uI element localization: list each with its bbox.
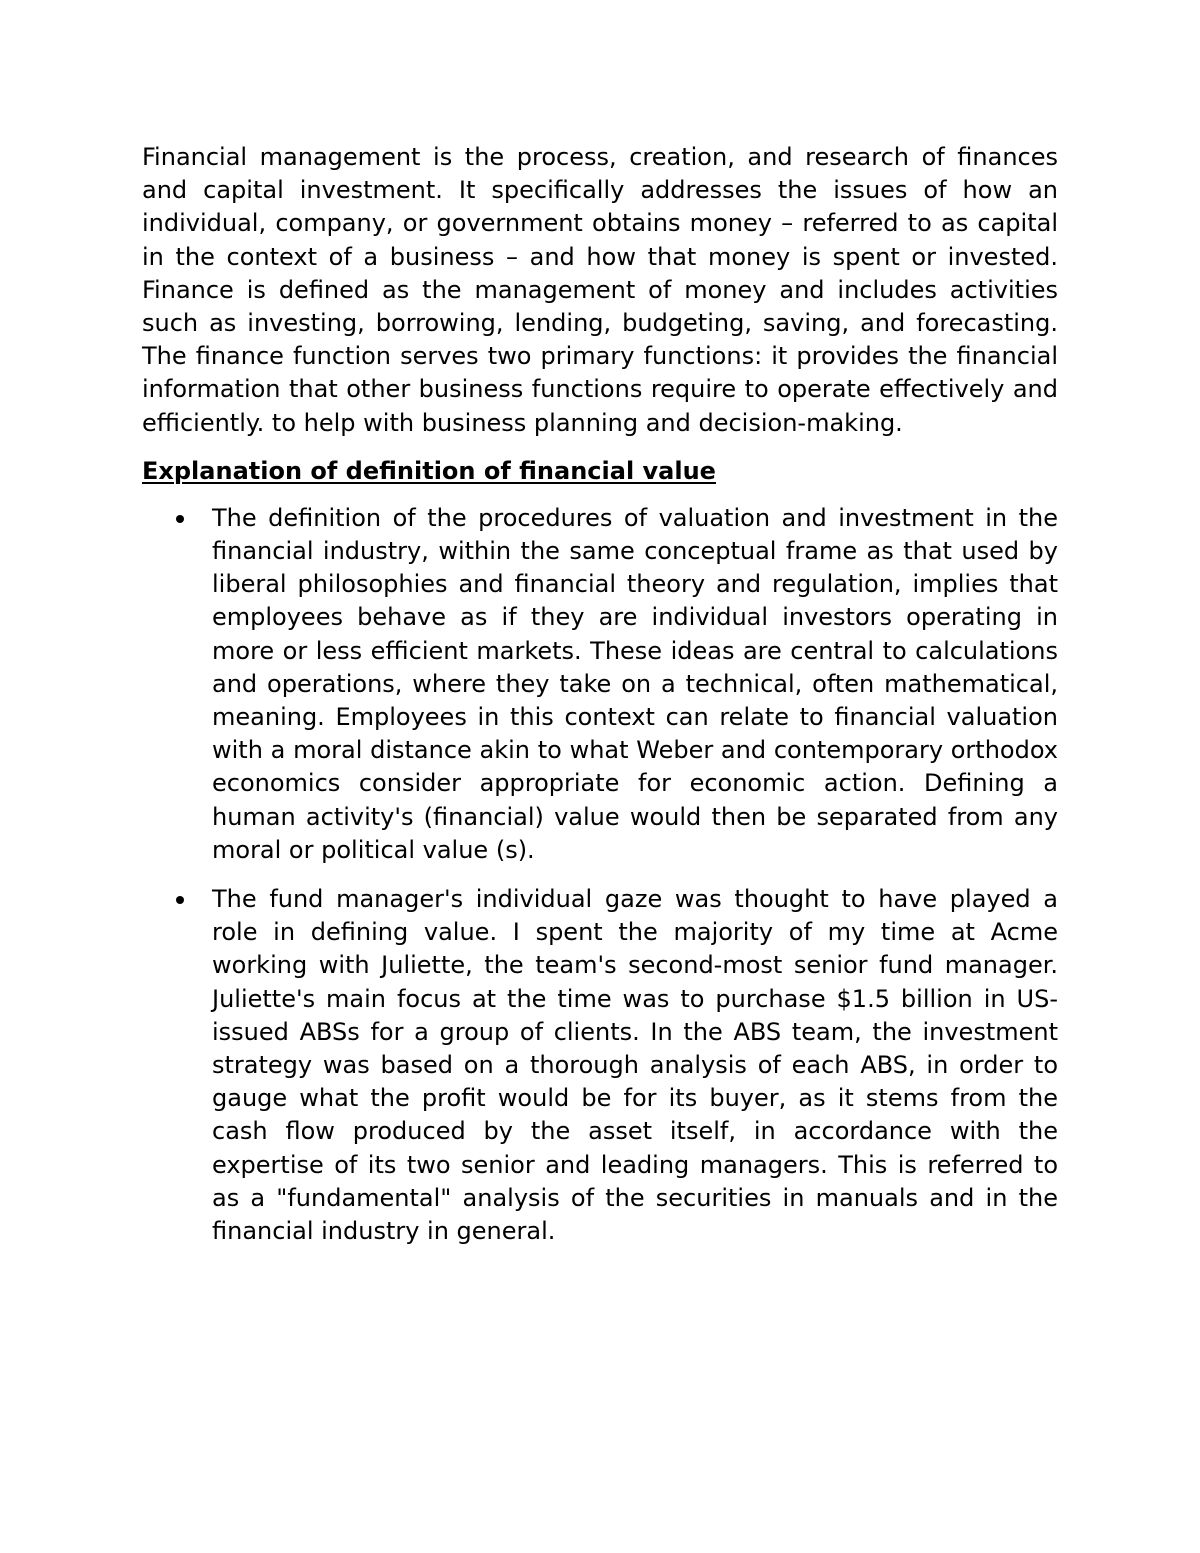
bullet-icon [176,515,184,523]
section-heading: Explanation of definition of financial value [142,456,716,485]
document-page [142,141,1058,1264]
bullet-text: The definition of the procedures of valuation and investment in the financial industry, within the same conceptual frame as that used by liberal philosophies and financial theory and regulation, implies that employees behave as if they are individual investors operating in more or less efficient markets. These ideas are central to calculations and operations, where they take on a technical, often mathematical, meaning. Employees in this context can relate to financial valuation with a moral distance akin to what Weber and contemporary orthodox economics consider appropriate for economic action. Defining a human activity's (financial) value would then be separated from any moral or political value (s). [212,503,1058,864]
list-item [142,502,1058,867]
bullet-icon [176,896,184,904]
bullet-text: The fund manager's individual gaze was thought to have played a role in defining value. I spent the majority of my time at Acme working with Juliette, the team's second-most senior fund manager. Juliette's main focus at the time was to purchase $1.5 billion in US-issued ABSs for a group of clients. In the ABS team, the investment strategy was based on a thorough analysis of each ABS, in order to gauge what the profit would be for its buyer, as it stems from the cash flow produced by the asset itself, in accordance with the expertise of its two senior and leading managers. This is referred to as a "fundamental" analysis of the securities in manuals and in the financial industry in general. [212,885,1058,1246]
intro-paragraph: Financial management is the process, creation, and research of finances and capital investment. It specifically addresses the issues of how an individual, company, or government obtains money – referred to as capital in the context of a business – and how that money is spent or invested. Finance is defined as the management of money and includes activities such as investing, borrowing, lending, budgeting, saving, and forecasting. The finance function serves two primary functions: it provides the financial information that other business functions require to operate effectively and efficiently. to help with business planning and decision-making. [142,143,1058,437]
list-item [142,883,1058,1248]
bullet-list [142,502,1058,1248]
